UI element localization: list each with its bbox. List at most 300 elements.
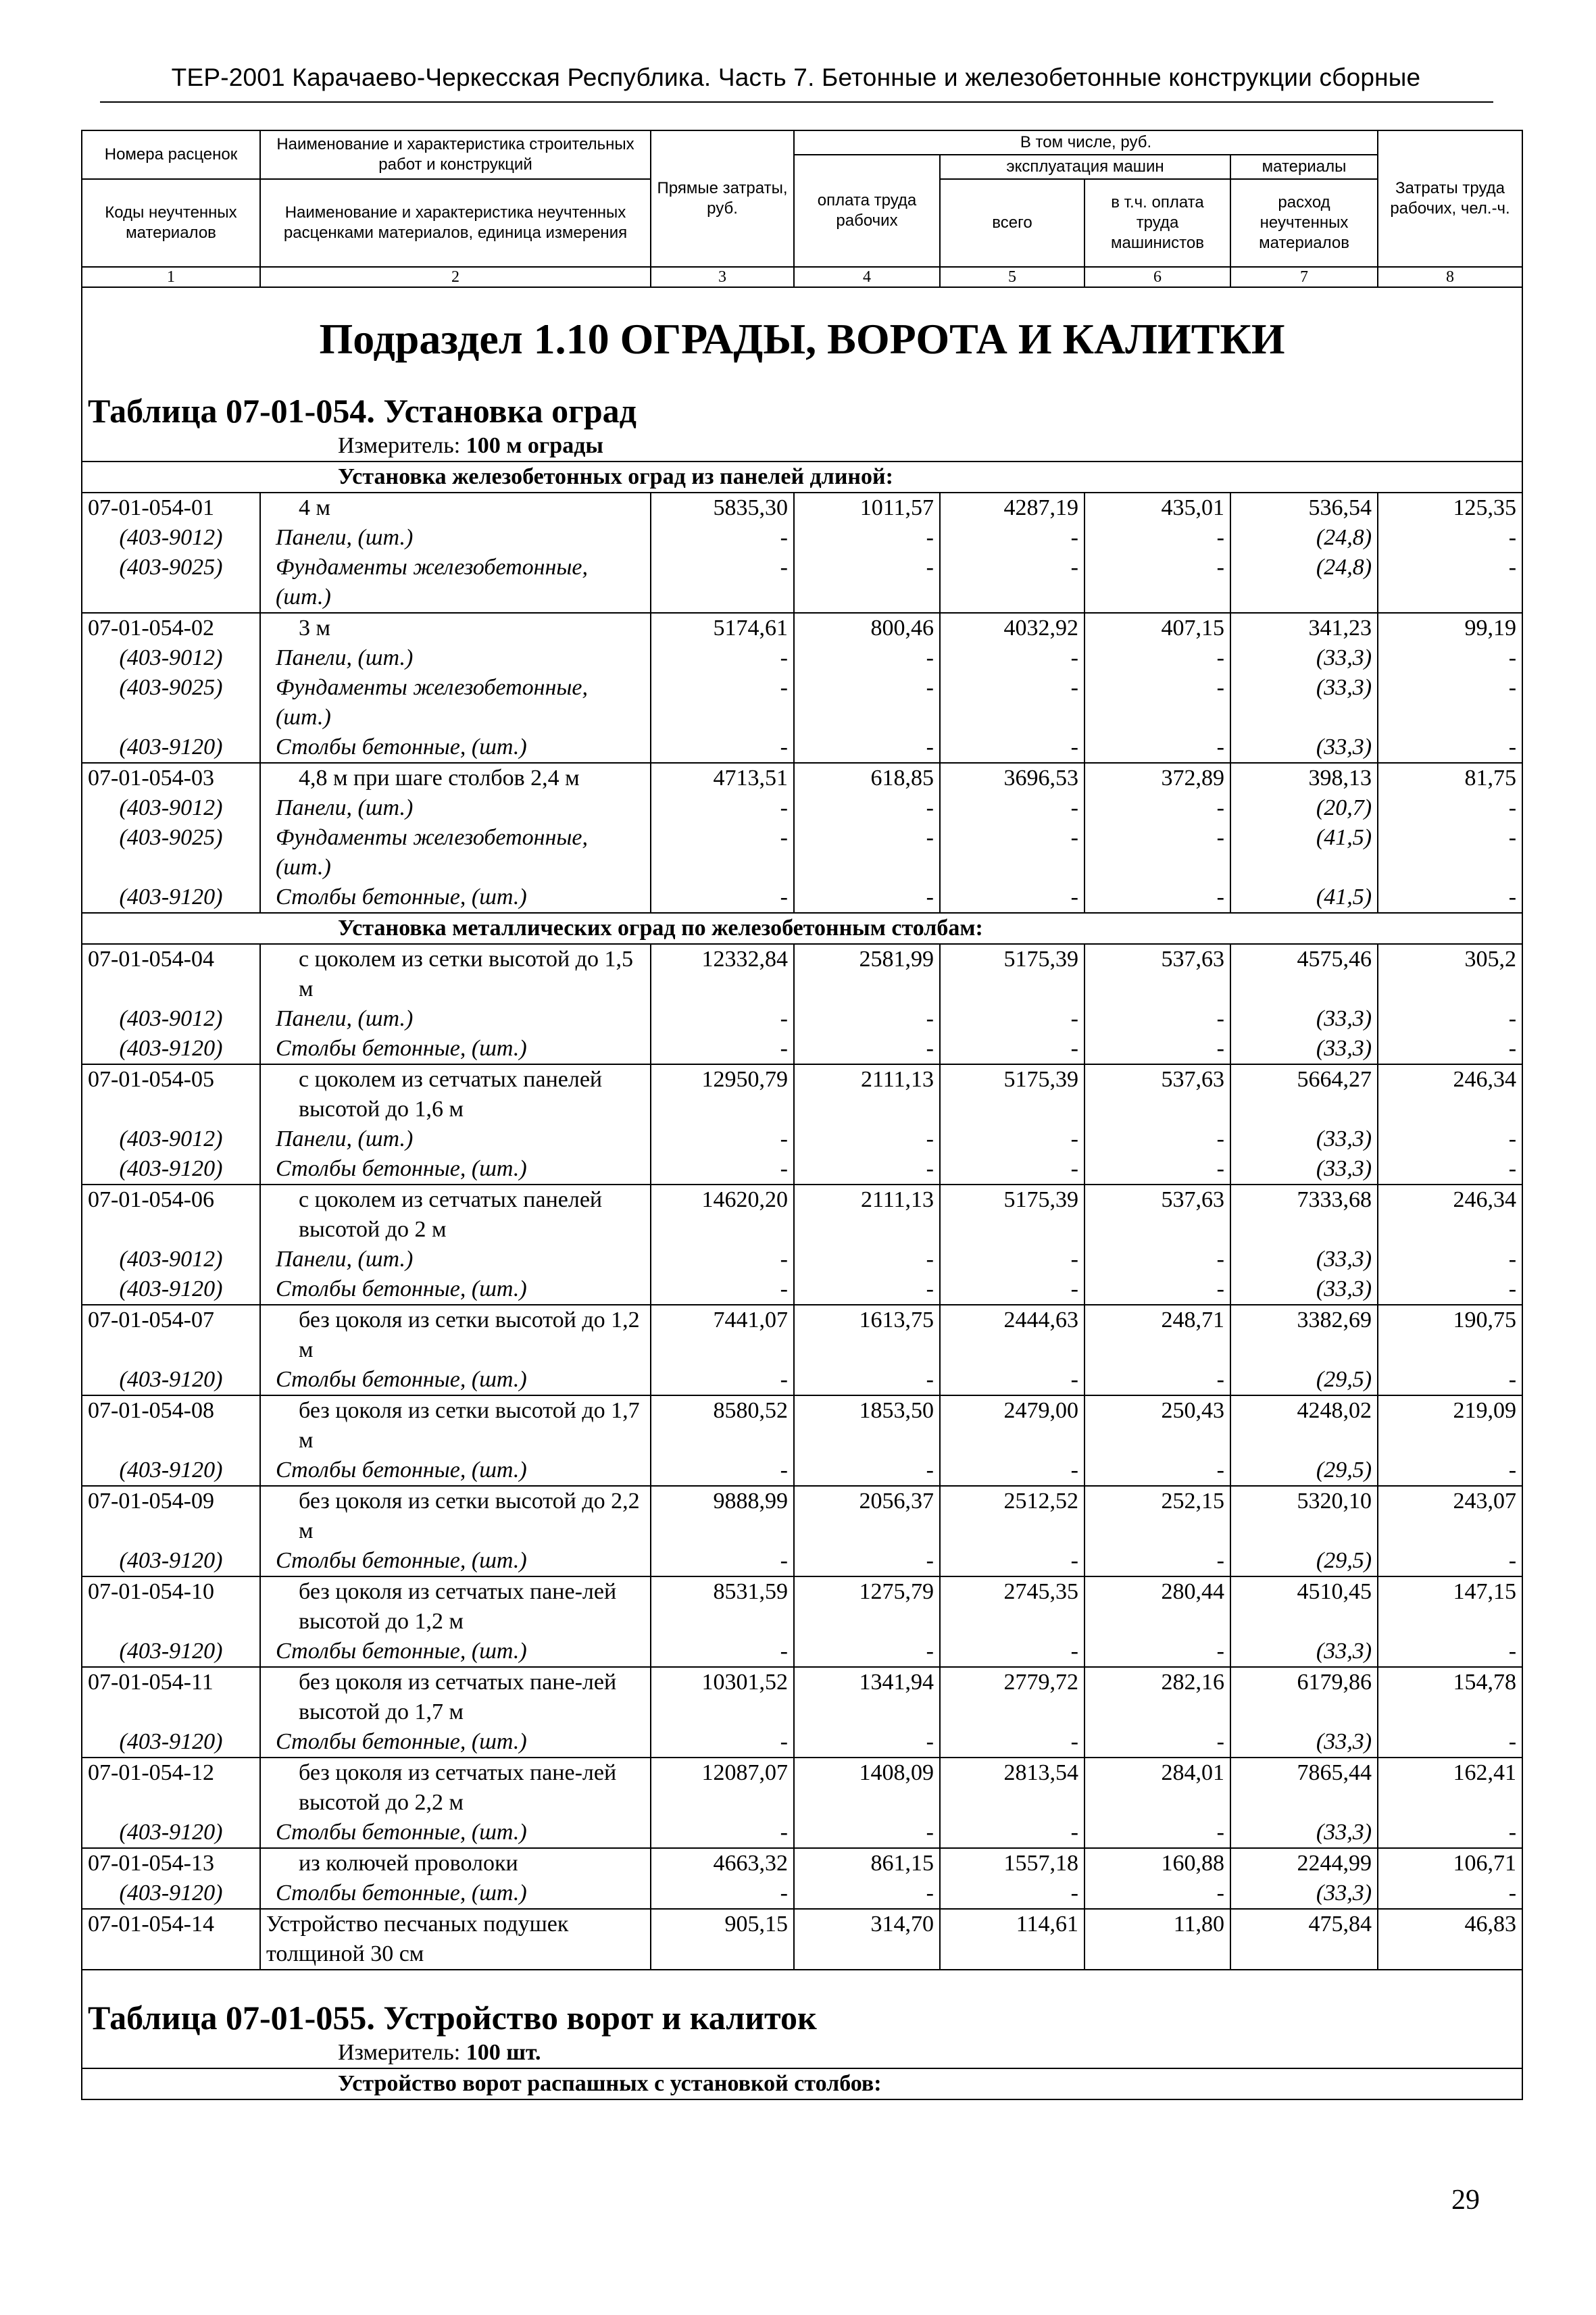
material-code: (403-9025): [82, 673, 260, 732]
work-name: 4,8 м при шаге столбов 2,4 м: [260, 763, 651, 793]
page-number: 29: [1451, 2185, 1480, 2216]
value-cell: 99,19: [1378, 613, 1522, 643]
header-material-codes: Коды неучтенных материалов: [82, 179, 260, 267]
value-cell: 12950,79: [651, 1064, 794, 1124]
material-name: Столбы бетонные, (шт.): [260, 1818, 651, 1848]
table2-title: Таблица 07-01-055. Устройство ворот и калиток: [82, 1970, 1522, 2038]
value-cell: -: [1378, 1004, 1522, 1034]
value-cell: -: [1084, 1727, 1230, 1758]
rate-row: [82, 1395, 1522, 1455]
material-name: Панели, (шт.): [260, 1124, 651, 1154]
value-cell: -: [651, 1034, 794, 1064]
header-machine-total: всего: [940, 179, 1084, 267]
section-header: Установка железобетонных оград из панелей длиной:: [82, 462, 1522, 493]
value-cell: (29,5): [1230, 1365, 1378, 1395]
value-cell: 2779,72: [940, 1667, 1084, 1727]
value-cell: (33,3): [1230, 1274, 1378, 1305]
value-cell: -: [1378, 732, 1522, 763]
value-cell: 1408,09: [794, 1758, 940, 1818]
value-cell: -: [794, 882, 940, 913]
section-header: Установка металлических оград по железобетонным столбам:: [82, 913, 1522, 944]
material-row: [82, 1274, 1522, 1305]
material-code: (403-9012): [82, 643, 260, 673]
value-cell: -: [651, 523, 794, 553]
value-cell: 5835,30: [651, 493, 794, 523]
section-header-row: [82, 913, 1522, 944]
value-cell: 248,71: [1084, 1305, 1230, 1365]
value-cell: 282,16: [1084, 1667, 1230, 1727]
value-cell: -: [794, 1245, 940, 1274]
value-cell: 2111,13: [794, 1064, 940, 1124]
work-name: из колючей проволоки: [260, 1848, 651, 1878]
material-name: Фундаменты железобетонные, (шт.): [260, 553, 651, 613]
value-cell: 4510,45: [1230, 1576, 1378, 1637]
column-number: 2: [260, 267, 651, 287]
value-cell: -: [940, 1034, 1084, 1064]
value-cell: -: [1378, 523, 1522, 553]
work-name: без цоколя из сетки высотой до 2,2 м: [260, 1486, 651, 1546]
material-row: [82, 882, 1522, 913]
section-header-row: [82, 462, 1522, 493]
value-cell: (33,3): [1230, 1034, 1378, 1064]
material-name: Столбы бетонные, (шт.): [260, 1365, 651, 1395]
value-cell: (33,3): [1230, 1154, 1378, 1185]
page-header: ТЕР-2001 Карачаево-Черкесская Республика. Часть 7. Бетонные и железобетонные конструкции сборные: [171, 64, 1421, 91]
rate-code: 07-01-054-03: [82, 763, 260, 793]
material-row: [82, 673, 1522, 732]
value-cell: -: [940, 1274, 1084, 1305]
subsection-title: Подраздел 1.10 ОГРАДЫ, ВОРОТА И КАЛИТКИ: [82, 287, 1522, 382]
value-cell: -: [1378, 823, 1522, 882]
rate-code: 07-01-054-04: [82, 944, 260, 1004]
material-name: Панели, (шт.): [260, 523, 651, 553]
value-cell: -: [1084, 732, 1230, 763]
value-cell: -: [794, 643, 940, 673]
header-material-description: Наименование и характеристика неучтенных расценками материалов, единица измерения: [260, 179, 651, 267]
value-cell: 2581,99: [794, 944, 940, 1004]
rate-row: [82, 1486, 1522, 1546]
value-cell: 8531,59: [651, 1576, 794, 1637]
rate-row: [82, 613, 1522, 643]
value-cell: 800,46: [794, 613, 940, 643]
header-worker-wages: оплата труда рабочих: [794, 155, 940, 267]
value-cell: -: [940, 643, 1084, 673]
rate-row: [82, 944, 1522, 1004]
header-including: В том числе, руб.: [794, 130, 1378, 155]
material-name: Столбы бетонные, (шт.): [260, 1727, 651, 1758]
value-cell: -: [651, 1245, 794, 1274]
value-cell: 398,13: [1230, 763, 1378, 793]
value-cell: 246,34: [1378, 1185, 1522, 1245]
value-cell: 7333,68: [1230, 1185, 1378, 1245]
value-cell: 190,75: [1378, 1305, 1522, 1365]
work-name: без цоколя из сетки высотой до 1,7 м: [260, 1395, 651, 1455]
value-cell: (41,5): [1230, 882, 1378, 913]
value-cell: 407,15: [1084, 613, 1230, 643]
value-cell: -: [794, 1727, 940, 1758]
value-cell: -: [1084, 1818, 1230, 1848]
value-cell: 3696,53: [940, 763, 1084, 793]
rate-code: 07-01-054-13: [82, 1848, 260, 1878]
value-cell: -: [651, 1274, 794, 1305]
value-cell: -: [940, 882, 1084, 913]
value-cell: 435,01: [1084, 493, 1230, 523]
rate-row: [82, 1064, 1522, 1124]
value-cell: 4248,02: [1230, 1395, 1378, 1455]
material-name: Панели, (шт.): [260, 643, 651, 673]
value-cell: -: [651, 1546, 794, 1576]
column-number: 3: [651, 267, 794, 287]
value-cell: 5175,39: [940, 944, 1084, 1004]
value-cell: (33,3): [1230, 643, 1378, 673]
measure2-label: Измеритель:: [338, 2040, 466, 2065]
work-name: без цоколя из сетчатых пане-лей высотой до 2,2 м: [260, 1758, 651, 1818]
value-cell: -: [651, 732, 794, 763]
value-cell: -: [794, 1546, 940, 1576]
header-work-description: Наименование и характеристика строительных работ и конструкций: [260, 130, 651, 179]
value-cell: 284,01: [1084, 1758, 1230, 1818]
material-code: (403-9120): [82, 1546, 260, 1576]
material-row: [82, 1124, 1522, 1154]
value-cell: -: [651, 1124, 794, 1154]
rate-row: [82, 1848, 1522, 1878]
material-code: (403-9012): [82, 1124, 260, 1154]
value-cell: -: [940, 523, 1084, 553]
material-name: Столбы бетонные, (шт.): [260, 1034, 651, 1064]
material-code: (403-9120): [82, 882, 260, 913]
header-machinist-wages: в т.ч. оплата труда машинистов: [1084, 179, 1230, 267]
value-cell: -: [1378, 1365, 1522, 1395]
rate-code: 07-01-054-07: [82, 1305, 260, 1365]
material-code: (403-9120): [82, 1274, 260, 1305]
material-code: (403-9025): [82, 553, 260, 613]
material-row: [82, 553, 1522, 613]
value-cell: -: [940, 732, 1084, 763]
material-row: [82, 1878, 1522, 1909]
value-cell: -: [1084, 1245, 1230, 1274]
material-name: Панели, (шт.): [260, 1004, 651, 1034]
material-row: [82, 793, 1522, 823]
value-cell: -: [1084, 1365, 1230, 1395]
value-cell: -: [651, 1878, 794, 1909]
value-cell: 81,75: [1378, 763, 1522, 793]
value-cell: 2745,35: [940, 1576, 1084, 1637]
value-cell: (41,5): [1230, 823, 1378, 882]
material-row: [82, 1365, 1522, 1395]
value-cell: 4032,92: [940, 613, 1084, 643]
value-cell: 2479,00: [940, 1395, 1084, 1455]
value-cell: 246,34: [1378, 1064, 1522, 1124]
material-code: (403-9120): [82, 732, 260, 763]
measure2-row: [82, 2038, 1522, 2068]
value-cell: -: [1378, 553, 1522, 613]
value-cell: 1275,79: [794, 1576, 940, 1637]
value-cell: 341,23: [1230, 613, 1378, 643]
rate-row: [82, 763, 1522, 793]
material-name: Столбы бетонные, (шт.): [260, 1878, 651, 1909]
column-number: 8: [1378, 267, 1522, 287]
value-cell: 1613,75: [794, 1305, 940, 1365]
value-cell: 12332,84: [651, 944, 794, 1004]
material-name: Столбы бетонные, (шт.): [260, 1455, 651, 1486]
value-cell: -: [1378, 1034, 1522, 1064]
value-cell: (33,3): [1230, 1124, 1378, 1154]
value-cell: -: [1084, 1455, 1230, 1486]
header-machine-operation: эксплуатация машин: [940, 155, 1230, 179]
value-cell: -: [940, 1124, 1084, 1154]
value-cell: 2244,99: [1230, 1848, 1378, 1878]
value-cell: -: [1378, 793, 1522, 823]
value-cell: -: [794, 1154, 940, 1185]
value-cell: -: [794, 823, 940, 882]
rate-code: 07-01-054-06: [82, 1185, 260, 1245]
value-cell: 1853,50: [794, 1395, 940, 1455]
header-materials: материалы: [1230, 155, 1378, 179]
material-name: Столбы бетонные, (шт.): [260, 882, 651, 913]
value-cell: -: [1084, 823, 1230, 882]
value-cell: 5174,61: [651, 613, 794, 643]
header-direct-costs: Прямые затраты, руб.: [651, 130, 794, 267]
value-cell: -: [1084, 1637, 1230, 1667]
value-cell: -: [1378, 1124, 1522, 1154]
value-cell: -: [794, 1455, 940, 1486]
value-cell: -: [1084, 1878, 1230, 1909]
work-name: 4 м: [260, 493, 651, 523]
value-cell: -: [794, 732, 940, 763]
material-code: (403-9120): [82, 1878, 260, 1909]
value-cell: (20,7): [1230, 793, 1378, 823]
material-row: [82, 1004, 1522, 1034]
value-cell: 243,07: [1378, 1486, 1522, 1546]
material-code: (403-9012): [82, 523, 260, 553]
header-rate-numbers: Номера расценок: [82, 130, 260, 179]
material-name: Столбы бетонные, (шт.): [260, 1637, 651, 1667]
value-cell: 372,89: [1084, 763, 1230, 793]
value-cell: 305,2: [1378, 944, 1522, 1004]
material-row: [82, 1455, 1522, 1486]
value-cell: 219,09: [1378, 1395, 1522, 1455]
value-cell: 7441,07: [651, 1305, 794, 1365]
value-cell: -: [651, 823, 794, 882]
value-cell: -: [794, 1818, 940, 1848]
material-code: (403-9120): [82, 1154, 260, 1185]
value-cell: -: [794, 673, 940, 732]
work-name: Устройство песчаных подушек толщиной 30 см: [260, 1909, 651, 1970]
rate-code: 07-01-054-09: [82, 1486, 260, 1546]
material-code: (403-9012): [82, 1245, 260, 1274]
value-cell: 861,15: [794, 1848, 940, 1878]
value-cell: -: [651, 1365, 794, 1395]
rate-code: 07-01-054-11: [82, 1667, 260, 1727]
work-name: без цоколя из сетки высотой до 1,2 м: [260, 1305, 651, 1365]
value-cell: -: [1084, 1004, 1230, 1034]
value-cell: 8580,52: [651, 1395, 794, 1455]
material-row: [82, 823, 1522, 882]
value-cell: 6179,86: [1230, 1667, 1378, 1727]
work-name: без цоколя из сетчатых пане-лей высотой до 1,7 м: [260, 1667, 651, 1727]
rate-row: [82, 493, 1522, 523]
rate-row: [82, 1909, 1522, 1970]
rate-code: 07-01-054-05: [82, 1064, 260, 1124]
value-cell: (33,3): [1230, 732, 1378, 763]
material-name: Столбы бетонные, (шт.): [260, 1546, 651, 1576]
value-cell: 618,85: [794, 763, 940, 793]
value-cell: -: [1378, 1878, 1522, 1909]
material-name: Столбы бетонные, (шт.): [260, 732, 651, 763]
value-cell: -: [1378, 1154, 1522, 1185]
value-cell: 537,63: [1084, 944, 1230, 1004]
column-number: 7: [1230, 267, 1378, 287]
rate-row: [82, 1758, 1522, 1818]
value-cell: (24,8): [1230, 523, 1378, 553]
value-cell: (33,3): [1230, 1004, 1378, 1034]
value-cell: 7865,44: [1230, 1758, 1378, 1818]
value-cell: -: [1378, 882, 1522, 913]
value-cell: -: [651, 1727, 794, 1758]
value-cell: 5664,27: [1230, 1064, 1378, 1124]
header-material-consumption: расход неучтенных материалов: [1230, 179, 1378, 267]
rate-code: 07-01-054-02: [82, 613, 260, 643]
column-numbers-row: [82, 267, 1522, 287]
rate-code: 07-01-054-08: [82, 1395, 260, 1455]
value-cell: -: [1378, 673, 1522, 732]
value-cell: -: [1378, 1818, 1522, 1848]
value-cell: -: [794, 523, 940, 553]
value-cell: 314,70: [794, 1909, 940, 1970]
value-cell: 2444,63: [940, 1305, 1084, 1365]
value-cell: -: [1084, 523, 1230, 553]
value-cell: -: [794, 1034, 940, 1064]
value-cell: -: [651, 1004, 794, 1034]
value-cell: (29,5): [1230, 1546, 1378, 1576]
work-name: без цоколя из сетчатых пане-лей высотой до 1,2 м: [260, 1576, 651, 1637]
material-row: [82, 732, 1522, 763]
rates-table: [81, 130, 1523, 2100]
value-cell: -: [794, 1124, 940, 1154]
value-cell: -: [1084, 1034, 1230, 1064]
value-cell: 2056,37: [794, 1486, 940, 1546]
value-cell: 12087,07: [651, 1758, 794, 1818]
value-cell: 1011,57: [794, 493, 940, 523]
value-cell: -: [940, 553, 1084, 613]
rate-row: [82, 1305, 1522, 1365]
value-cell: -: [1084, 882, 1230, 913]
value-cell: -: [1378, 1274, 1522, 1305]
value-cell: -: [651, 553, 794, 613]
value-cell: -: [1084, 553, 1230, 613]
column-number: 5: [940, 267, 1084, 287]
column-number: 1: [82, 267, 260, 287]
work-name: с цоколем из сетчатых панелей высотой до 1,6 м: [260, 1064, 651, 1124]
value-cell: 114,61: [940, 1909, 1084, 1970]
value-cell: 2512,52: [940, 1486, 1084, 1546]
value-cell: -: [940, 1004, 1084, 1034]
value-cell: -: [1084, 793, 1230, 823]
material-row: [82, 1034, 1522, 1064]
value-cell: -: [651, 673, 794, 732]
rate-row: [82, 1576, 1522, 1637]
work-name: с цоколем из сетчатых панелей высотой до 2 м: [260, 1185, 651, 1245]
material-row: [82, 1245, 1522, 1274]
material-row: [82, 1637, 1522, 1667]
rate-row: [82, 1185, 1522, 1245]
value-cell: 537,63: [1084, 1185, 1230, 1245]
value-cell: -: [651, 793, 794, 823]
material-row: [82, 1154, 1522, 1185]
value-cell: -: [940, 1637, 1084, 1667]
value-cell: -: [940, 1154, 1084, 1185]
column-number: 4: [794, 267, 940, 287]
value-cell: -: [1378, 1245, 1522, 1274]
value-cell: 14620,20: [651, 1185, 794, 1245]
value-cell: (33,3): [1230, 1637, 1378, 1667]
value-cell: 1341,94: [794, 1667, 940, 1727]
value-cell: -: [794, 1637, 940, 1667]
value-cell: 125,35: [1378, 493, 1522, 523]
value-cell: -: [651, 1154, 794, 1185]
material-row: [82, 643, 1522, 673]
value-cell: -: [1084, 643, 1230, 673]
rate-code: 07-01-054-10: [82, 1576, 260, 1637]
value-cell: -: [1084, 1124, 1230, 1154]
work-name: 3 м: [260, 613, 651, 643]
value-cell: 250,43: [1084, 1395, 1230, 1455]
value-cell: 46,83: [1378, 1909, 1522, 1970]
value-cell: -: [1378, 643, 1522, 673]
value-cell: 4287,19: [940, 493, 1084, 523]
value-cell: -: [794, 793, 940, 823]
value-cell: -: [940, 1818, 1084, 1848]
value-cell: 11,80: [1084, 1909, 1230, 1970]
table-title: Таблица 07-01-054. Установка оград: [82, 382, 1522, 431]
value-cell: 3382,69: [1230, 1305, 1378, 1365]
value-cell: (33,3): [1230, 1818, 1378, 1848]
value-cell: -: [651, 1818, 794, 1848]
value-cell: -: [651, 643, 794, 673]
material-name: Фундаменты железобетонные, (шт.): [260, 823, 651, 882]
value-cell: 10301,52: [651, 1667, 794, 1727]
work-name: с цоколем из сетки высотой до 1,5 м: [260, 944, 651, 1004]
value-cell: (33,3): [1230, 673, 1378, 732]
column-number: 6: [1084, 267, 1230, 287]
material-row: [82, 523, 1522, 553]
value-cell: (33,3): [1230, 1727, 1378, 1758]
value-cell: -: [794, 1274, 940, 1305]
value-cell: -: [794, 1004, 940, 1034]
value-cell: -: [940, 673, 1084, 732]
value-cell: (29,5): [1230, 1455, 1378, 1486]
material-row: [82, 1818, 1522, 1848]
value-cell: -: [940, 1365, 1084, 1395]
value-cell: 280,44: [1084, 1576, 1230, 1637]
measure-value: 100 м ограды: [466, 433, 603, 458]
material-code: (403-9120): [82, 1637, 260, 1667]
value-cell: 2111,13: [794, 1185, 940, 1245]
value-cell: -: [1084, 1546, 1230, 1576]
material-code: (403-9012): [82, 1004, 260, 1034]
value-cell: 4575,46: [1230, 944, 1378, 1004]
material-code: (403-9012): [82, 793, 260, 823]
value-cell: 5175,39: [940, 1064, 1084, 1124]
material-row: [82, 1727, 1522, 1758]
value-cell: 252,15: [1084, 1486, 1230, 1546]
material-row: [82, 1546, 1522, 1576]
value-cell: -: [940, 1546, 1084, 1576]
material-name: Фундаменты железобетонные, (шт.): [260, 673, 651, 732]
value-cell: -: [651, 1637, 794, 1667]
material-code: (403-9120): [82, 1818, 260, 1848]
value-cell: -: [940, 1878, 1084, 1909]
